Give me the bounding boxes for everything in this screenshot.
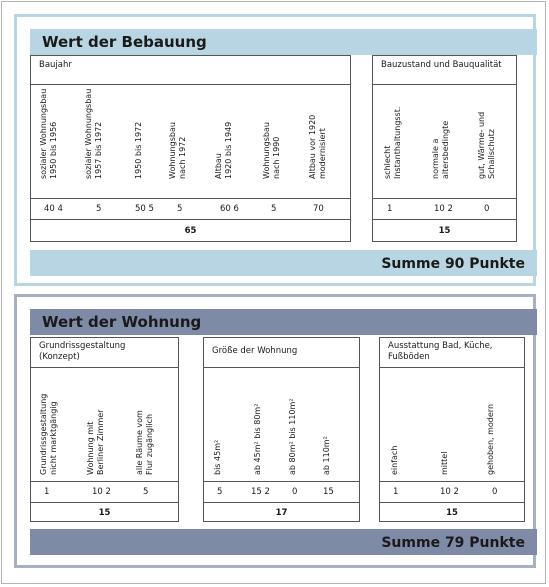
label-80-110: ab 80m² bis 110m² bbox=[288, 398, 297, 475]
card-heading-groesse: Größe der Wohnung bbox=[204, 338, 359, 368]
summe-wohnung: Summe 79 Punkte bbox=[30, 529, 537, 555]
section-title-bebauung: Wert der Bebauung bbox=[30, 29, 537, 55]
label-gehoben: gehoben, modern bbox=[486, 403, 495, 475]
value-einfach: 1 bbox=[393, 487, 399, 497]
value-flur-zugaenglich: 5 bbox=[143, 487, 149, 497]
label-flur-zugaenglich: alle Räume vom Flur zugänglich bbox=[135, 410, 154, 475]
value-45-80: 15 2 bbox=[251, 487, 270, 497]
card-grundriss bbox=[30, 337, 179, 522]
value-80-110: 0 bbox=[292, 487, 298, 497]
total-row-baujahr bbox=[31, 219, 350, 241]
section-wohnung bbox=[14, 294, 536, 568]
card-groesse bbox=[203, 337, 360, 522]
label-nicht-marktgaengig: Grundrissgestaltung nicht marktgängig bbox=[39, 393, 58, 475]
value-altbau-vor-1920: 70 bbox=[313, 204, 324, 214]
label-berliner-zimmer: Wohnung mit Berliner Zimmer bbox=[86, 409, 105, 475]
label-ab-110: ab 110m² bbox=[322, 436, 331, 475]
label-altbau-1920-1949: Altbau 1920 bis 1949 bbox=[214, 121, 233, 179]
values-row-baujahr bbox=[31, 198, 350, 219]
label-wohnungsbau-nach-1990: Wohnungsbau nach 1990 bbox=[262, 122, 281, 179]
label-mittel: mittel bbox=[440, 451, 449, 475]
value-ab-110: 15 bbox=[323, 487, 334, 497]
value-bis-45: 5 bbox=[217, 487, 223, 497]
label-wohnungsbau-nach-1972: Wohnungsbau nach 1972 bbox=[168, 122, 187, 179]
label-gut: gut, Wärme- und Schallschutz bbox=[477, 111, 496, 179]
value-schlecht: 1 bbox=[387, 204, 393, 214]
value-normale: 10 2 bbox=[434, 204, 453, 214]
card-heading-grundriss: Grundrissgestaltung (Konzept) bbox=[31, 338, 178, 368]
values-row-bauzustand bbox=[373, 198, 516, 219]
card-ausstattung bbox=[379, 337, 525, 522]
value-mittel: 10 2 bbox=[440, 487, 459, 497]
label-45-80: ab 45m² bis 80m² bbox=[253, 403, 262, 475]
total-grundriss: 15 bbox=[98, 508, 111, 518]
value-nicht-marktgaengig: 1 bbox=[44, 487, 50, 497]
total-row-bauzustand bbox=[373, 219, 516, 241]
total-groesse: 17 bbox=[275, 508, 288, 518]
value-altbau-1920-1949: 60 6 bbox=[220, 204, 239, 214]
card-heading-bauzustand: Bauzustand und Bauqualität bbox=[373, 56, 516, 85]
total-baujahr: 65 bbox=[184, 226, 197, 236]
value-gut: 0 bbox=[484, 204, 490, 214]
label-sozial-1950-1956: sozialer Wohnungsbau 1950 bis 1956 bbox=[39, 88, 58, 179]
label-altbau-vor-1920: Altbau vor 1920 modernisiert bbox=[308, 114, 327, 179]
value-wohnungsbau-nach-1972: 5 bbox=[177, 204, 183, 214]
values-row-ausstattung bbox=[380, 481, 524, 502]
total-bauzustand: 15 bbox=[438, 226, 451, 236]
label-normale: normale a altersbedingte bbox=[431, 120, 450, 179]
value-wohnungsbau-nach-1990: 5 bbox=[271, 204, 277, 214]
total-row-grundriss bbox=[31, 502, 178, 523]
label-bis-45: bis 45m² bbox=[213, 439, 222, 475]
value-sozial-1957-1972: 5 bbox=[96, 204, 102, 214]
value-berliner-zimmer: 10 2 bbox=[92, 487, 111, 497]
value-gehoben: 0 bbox=[492, 487, 498, 497]
card-heading-baujahr: Baujahr bbox=[31, 56, 350, 85]
summe-bebauung: Summe 90 Punkte bbox=[30, 250, 537, 276]
section-bebauung bbox=[14, 14, 536, 286]
values-row-groesse bbox=[204, 481, 359, 502]
card-baujahr bbox=[30, 55, 351, 242]
section-title-wohnung: Wert der Wohnung bbox=[30, 309, 537, 335]
total-row-ausstattung bbox=[380, 502, 524, 523]
value-sozial-1950-1956: 40 4 bbox=[44, 204, 63, 214]
label-einfach: einfach bbox=[390, 445, 399, 475]
card-bauzustand bbox=[372, 55, 517, 242]
label-1950-1972: 1950 bis 1972 bbox=[134, 121, 143, 179]
label-sozial-1957-1972: sozialer Wohnungsbau 1957 bis 1972 bbox=[84, 88, 103, 179]
total-row-groesse bbox=[204, 502, 359, 523]
card-heading-ausstattung: Ausstattung Bad, Küche, Fußböden bbox=[380, 338, 524, 368]
value-1950-1972: 50 5 bbox=[135, 204, 154, 214]
total-ausstattung: 15 bbox=[446, 508, 458, 518]
values-row-grundriss bbox=[31, 481, 178, 502]
label-schlecht: schlecht Instanthaltungsst. bbox=[383, 106, 402, 179]
